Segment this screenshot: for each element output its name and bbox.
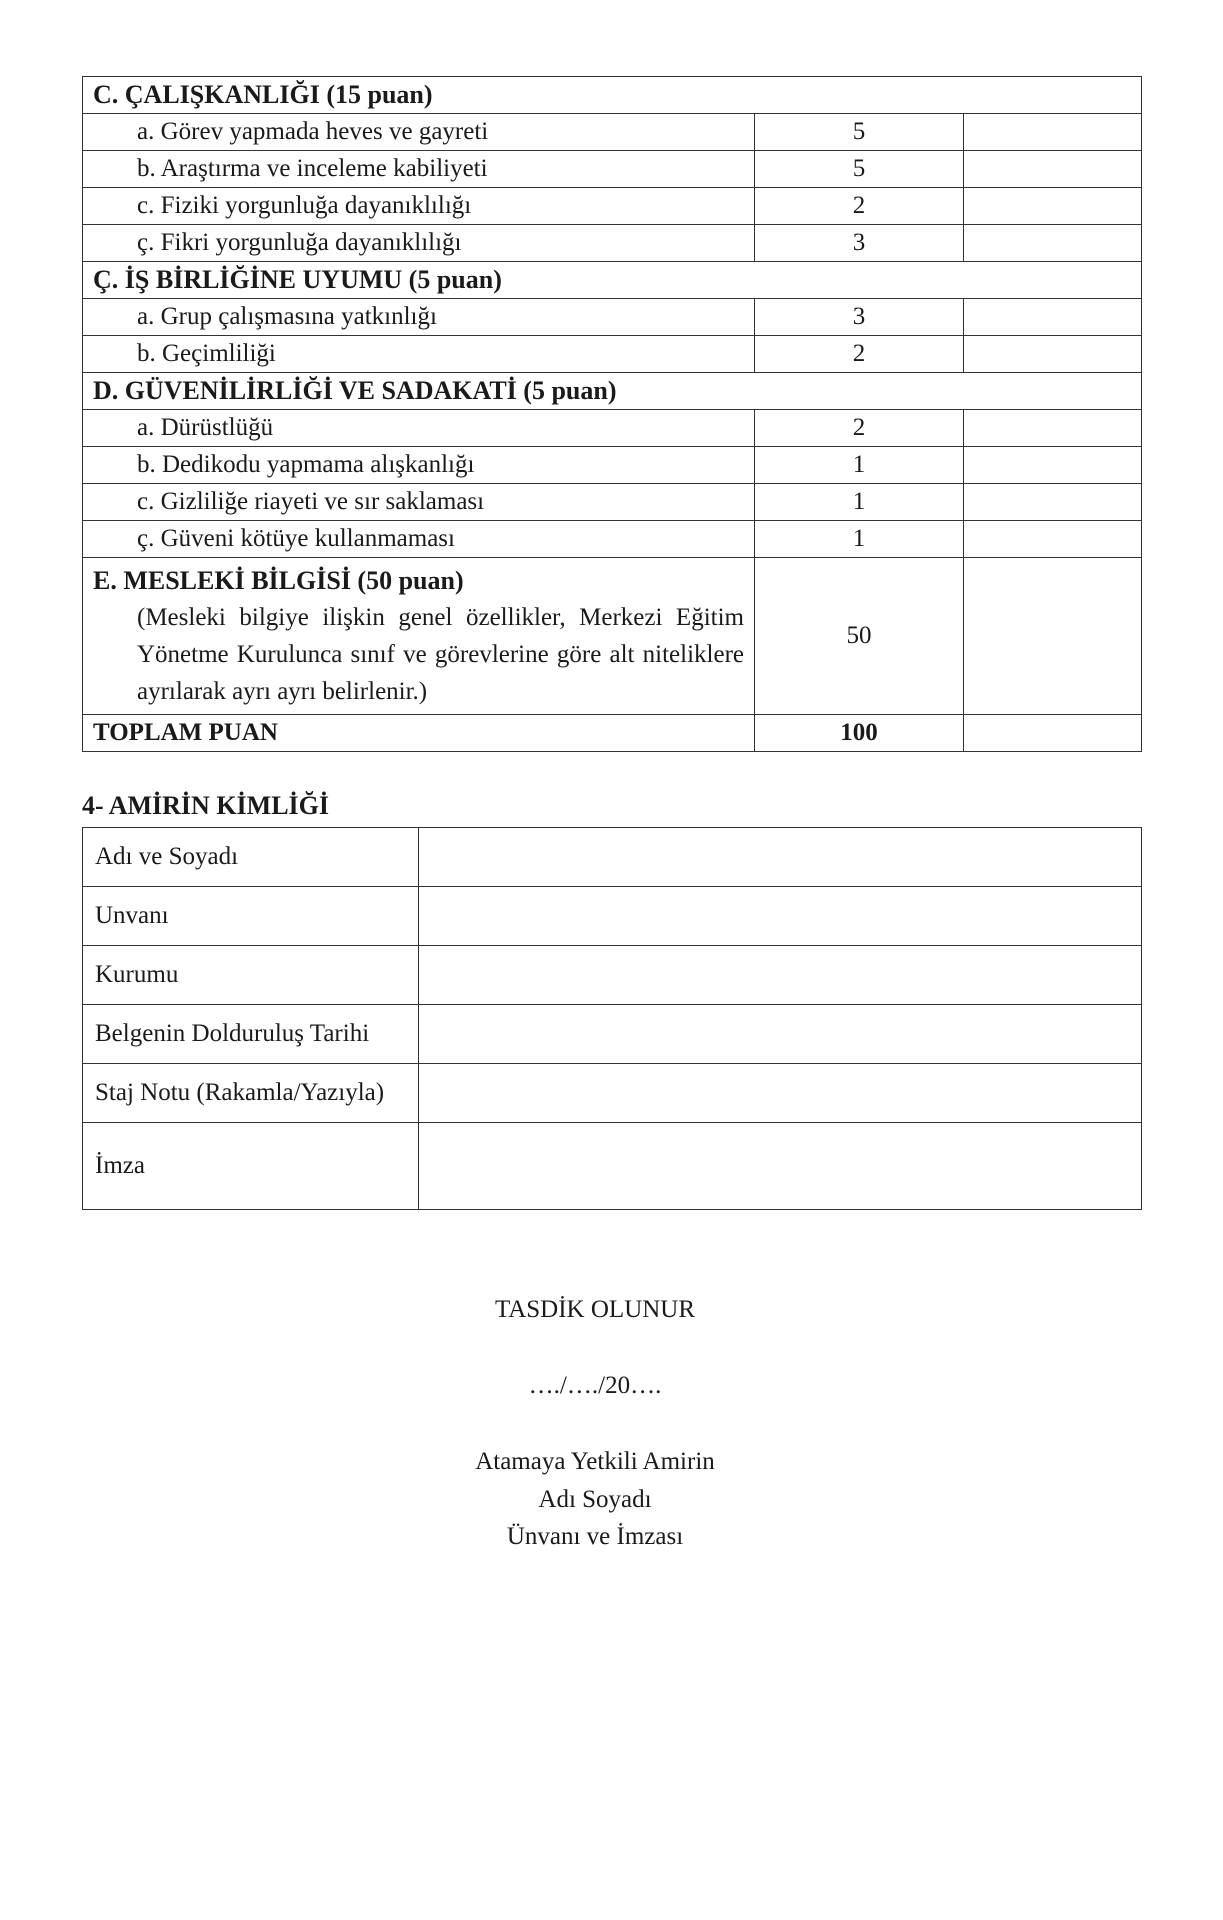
professional-knowledge-cell xyxy=(83,558,755,715)
score-input-cell[interactable] xyxy=(964,558,1142,715)
criterion-points: 2 xyxy=(755,410,964,447)
criterion-points: 1 xyxy=(755,447,964,484)
table-row xyxy=(83,484,1142,521)
criterion-points: 2 xyxy=(755,188,964,225)
criterion-points: 2 xyxy=(755,336,964,373)
approval-line-3: Ünvanı ve İmzası xyxy=(506,1523,684,1550)
section-title: E. MESLEKİ BİLGİSİ (50 puan) xyxy=(93,566,464,595)
criterion-label: a. Grup çalışmasına yatkınlığı xyxy=(83,299,755,336)
evaluation-score-table xyxy=(82,76,1142,752)
criterion-label: ç. Fikri yorgunluğa dayanıklılığı xyxy=(83,225,755,262)
score-input-cell[interactable] xyxy=(964,521,1142,558)
score-input-cell[interactable] xyxy=(964,447,1142,484)
section-description: (Mesleki bilgiye ilişkin genel özellikler, Merkezi Eğitim Yönetme Kurulunca sınıf ve görevlerine göre alt niteliklere ayrılarak ayrı ayrı belirlenir.) xyxy=(137,604,744,705)
criterion-points: 3 xyxy=(755,299,964,336)
name-field[interactable] xyxy=(419,828,1142,887)
table-row xyxy=(83,225,1142,262)
field-label: Kurumu xyxy=(83,946,419,1005)
score-input-cell[interactable] xyxy=(964,114,1142,151)
score-input-cell[interactable] xyxy=(964,299,1142,336)
table-row xyxy=(83,410,1142,447)
table-row xyxy=(83,336,1142,373)
criterion-label: b. Araştırma ve inceleme kabiliyeti xyxy=(83,151,755,188)
table-row xyxy=(83,1123,1142,1210)
supervisor-identity-table xyxy=(82,827,1142,1210)
supervisor-section-heading: 4- AMİRİN KİMLİĞİ xyxy=(82,791,330,820)
signature-field[interactable] xyxy=(419,1123,1142,1210)
title-field[interactable] xyxy=(419,887,1142,946)
criterion-label: a. Dürüstlüğü xyxy=(83,410,755,447)
criterion-points: 50 xyxy=(755,558,964,715)
criterion-label: b. Dedikodu yapmama alışkanlığı xyxy=(83,447,755,484)
criterion-points: 5 xyxy=(755,114,964,151)
table-row xyxy=(83,1064,1142,1123)
score-input-cell[interactable] xyxy=(964,410,1142,447)
section-header-row xyxy=(83,262,1142,299)
total-label: TOPLAM PUAN xyxy=(83,715,755,752)
field-label: Belgenin Dolduruluş Tarihi xyxy=(83,1005,419,1064)
criterion-label: a. Görev yapmada heves ve gayreti xyxy=(83,114,755,151)
criterion-points: 1 xyxy=(755,521,964,558)
table-row xyxy=(83,1005,1142,1064)
table-row xyxy=(83,114,1142,151)
table-row xyxy=(83,447,1142,484)
table-row xyxy=(83,521,1142,558)
score-input-cell[interactable] xyxy=(964,336,1142,373)
table-row xyxy=(83,151,1142,188)
table-row xyxy=(83,946,1142,1005)
score-input-cell[interactable] xyxy=(964,484,1142,521)
section-title: Ç. İŞ BİRLİĞİNE UYUMU (5 puan) xyxy=(83,262,1142,299)
score-input-cell[interactable] xyxy=(964,225,1142,262)
section-header-row xyxy=(83,77,1142,114)
table-row xyxy=(83,299,1142,336)
criterion-label: b. Geçimliliği xyxy=(83,336,755,373)
field-label: İmza xyxy=(83,1123,419,1210)
table-row xyxy=(83,887,1142,946)
section-header-row xyxy=(83,373,1142,410)
table-row xyxy=(83,558,1142,715)
criterion-points: 5 xyxy=(755,151,964,188)
total-score-input-cell[interactable] xyxy=(964,715,1142,752)
criterion-label: c. Gizliliğe riayeti ve sır saklaması xyxy=(83,484,755,521)
criterion-label: ç. Güveni kötüye kullanmaması xyxy=(83,521,755,558)
approval-date: …./…./20…. xyxy=(528,1372,662,1399)
table-row xyxy=(83,188,1142,225)
field-label: Unvanı xyxy=(83,887,419,946)
score-input-cell[interactable] xyxy=(964,151,1142,188)
internship-grade-field[interactable] xyxy=(419,1064,1142,1123)
approval-line-2: Adı Soyadı xyxy=(538,1486,652,1513)
approval-line-1: Atamaya Yetkili Amirin xyxy=(475,1448,715,1475)
field-label: Staj Notu (Rakamla/Yazıyla) xyxy=(83,1064,419,1123)
table-row xyxy=(83,828,1142,887)
score-input-cell[interactable] xyxy=(964,188,1142,225)
criterion-label: c. Fiziki yorgunluğa dayanıklılığı xyxy=(83,188,755,225)
section-title: D. GÜVENİLİRLİĞİ VE SADAKATİ (5 puan) xyxy=(83,373,1142,410)
approval-title: TASDİK OLUNUR xyxy=(494,1296,696,1323)
total-row xyxy=(83,715,1142,752)
fill-date-field[interactable] xyxy=(419,1005,1142,1064)
institution-field[interactable] xyxy=(419,946,1142,1005)
total-points: 100 xyxy=(755,715,964,752)
criterion-points: 1 xyxy=(755,484,964,521)
section-title: C. ÇALIŞKANLIĞI (15 puan) xyxy=(83,77,1142,114)
criterion-points: 3 xyxy=(755,225,964,262)
field-label: Adı ve Soyadı xyxy=(83,828,419,887)
